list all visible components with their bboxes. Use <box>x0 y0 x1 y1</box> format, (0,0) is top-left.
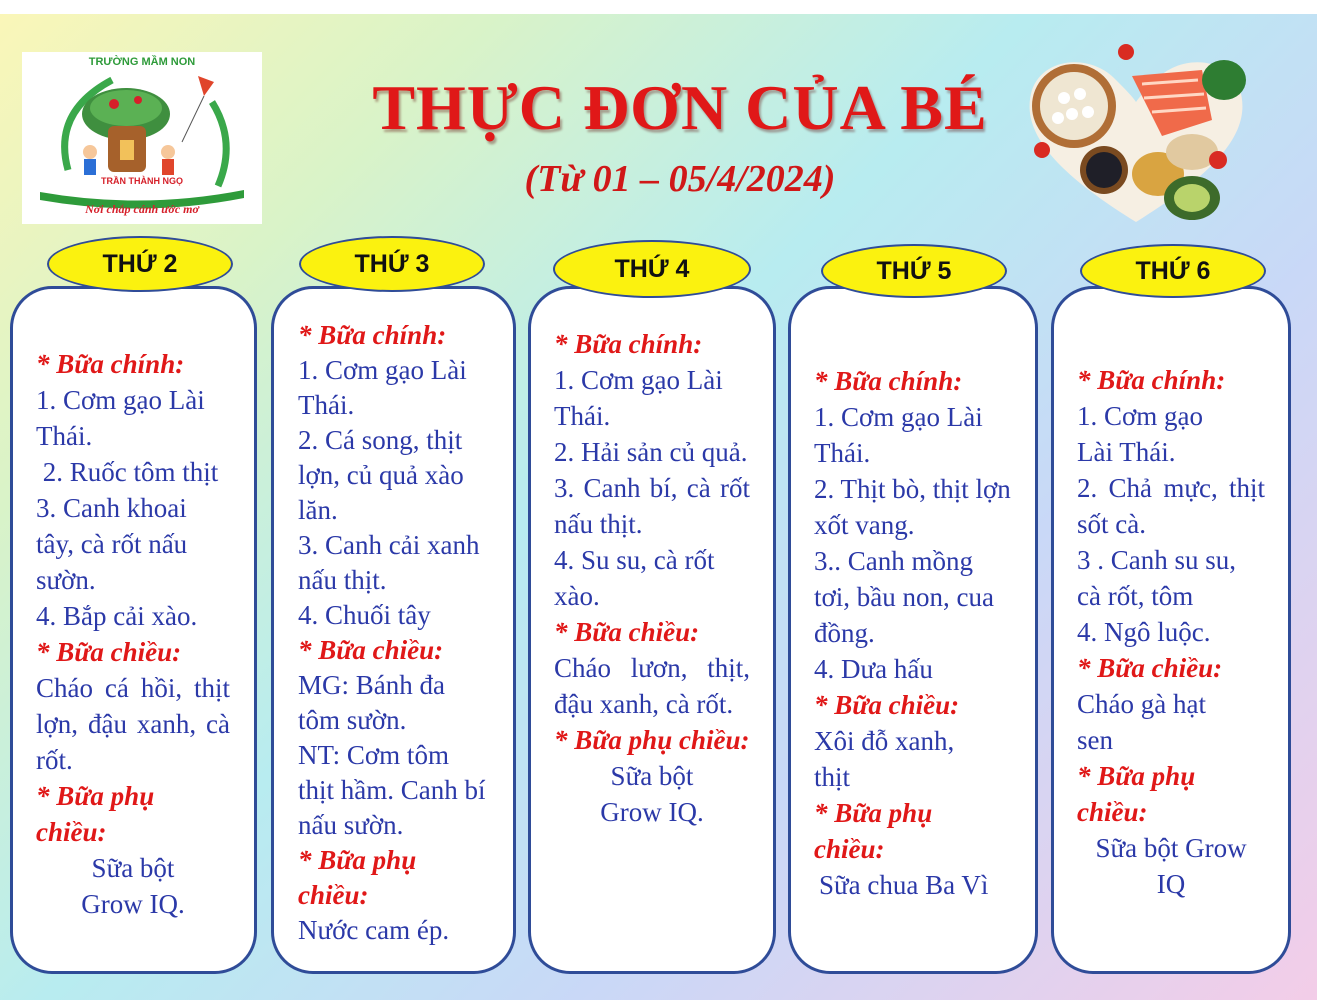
main-meal-item: 4. Bắp cải xào. <box>36 601 198 631</box>
day-label-friday: THỨ 6 <box>1080 244 1266 298</box>
food-illustration <box>1012 40 1260 228</box>
top-band <box>0 0 1317 14</box>
afternoon-meal-item: NT: Cơm tôm thịt hầm. Canh bí nấu sườn. <box>298 740 486 840</box>
snack-text: Sữa bột Grow IQ. <box>81 853 185 919</box>
main-meal-item: 1. Cơm gạo Lài Thái. <box>1077 401 1204 467</box>
day-label-monday: THỨ 2 <box>47 236 233 292</box>
main-meal-item: 2. Cá song, thịt lợn, củ quả xào lăn. <box>298 425 464 525</box>
main-meal-heading: * Bữa chính: <box>1077 365 1226 395</box>
snack-text: Nước cam ép. <box>298 915 450 945</box>
snack-heading: * Bữa phụ chiều: <box>554 725 750 755</box>
main-meal-item: 3. Canh cải xanh nấu thịt. <box>298 530 480 595</box>
logo-slogan: Nơi chắp cánh ước mơ <box>85 202 199 216</box>
main-meal-item: 3 . Canh su su, cà rốt, tôm <box>1077 545 1237 611</box>
main-meal-item: 2. Chả mực, thịt sốt cà. <box>1077 473 1265 539</box>
snack-text: Sữa bột Grow IQ. <box>600 761 704 827</box>
main-meal-item: 2. Hải sản củ quả. <box>554 437 748 467</box>
snack-heading: * Bữa phụ chiều: <box>36 781 155 847</box>
day-label-thursday: THỨ 5 <box>821 244 1007 298</box>
main-meal-item: 4. Dưa hấu <box>814 654 933 684</box>
main-meal-item: 4. Chuối tây <box>298 600 431 630</box>
main-meal-item: 2. Ruốc tôm thịt <box>36 457 219 487</box>
main-meal-item: 4. Ngô luộc. <box>1077 617 1211 647</box>
afternoon-meal-text: Cháo gà hạt sen <box>1077 689 1206 755</box>
logo-school-name-2: TRẦN THÀNH NGỌ <box>101 176 183 186</box>
main-meal-heading: * Bữa chính: <box>298 320 447 350</box>
day-label-wednesday: THỨ 4 <box>553 240 751 298</box>
afternoon-meal-text: Xôi đỗ xanh, thịt <box>814 726 955 792</box>
snack-heading: * Bữa phụ chiều: <box>1077 761 1196 827</box>
menu-content-tuesday <box>298 318 490 948</box>
afternoon-meal-item: MG: Bánh đa tôm sườn. <box>298 670 445 735</box>
afternoon-meal-text: Cháo cá hồi, thịt lợn, đậu xanh, cà rốt. <box>36 673 230 775</box>
main-meal-item: 3. Canh bí, cà rốt nấu thịt. <box>554 473 750 539</box>
snack-text: Sữa bột Grow IQ <box>1095 833 1247 899</box>
page-title: THỰC ĐƠN CỦA BÉ <box>372 72 988 143</box>
afternoon-meal-heading: * Bữa chiều: <box>554 617 700 647</box>
school-logo-graphic <box>22 52 262 224</box>
menu-content-monday <box>36 346 230 922</box>
main-meal-item: 1. Cơm gạo Lài Thái. <box>554 365 723 431</box>
logo-school-name: TRƯỜNG MẦM NON <box>88 56 196 68</box>
menu-content-thursday <box>814 363 1014 903</box>
main-meal-item: 3.. Canh mồng tơi, bầu non, cua đồng. <box>814 546 994 648</box>
afternoon-meal-heading: * Bữa chiều: <box>298 635 444 665</box>
menu-content-friday <box>1077 362 1265 902</box>
afternoon-meal-heading: * Bữa chiều: <box>1077 653 1223 683</box>
school-logo <box>22 52 262 224</box>
afternoon-meal-text: Cháo lươn, thịt, đậu xanh, cà rốt. <box>554 653 750 719</box>
snack-heading: * Bữa phụ chiều: <box>298 845 417 910</box>
afternoon-meal-heading: * Bữa chiều: <box>36 637 182 667</box>
main-meal-heading: * Bữa chính: <box>814 366 963 396</box>
menu-content-wednesday <box>554 326 750 830</box>
main-meal-item: 1. Cơm gạo Lài Thái. <box>298 355 467 420</box>
main-meal-item: 2. Thịt bò, thịt lợn xốt vang. <box>814 474 1011 540</box>
main-meal-item: 3. Canh khoai tây, cà rốt nấu sườn. <box>36 493 188 595</box>
main-meal-heading: * Bữa chính: <box>554 329 703 359</box>
snack-heading: * Bữa phụ chiều: <box>814 798 933 864</box>
snack-text: Sữa chua Ba Vì <box>819 870 989 900</box>
main-meal-item: 1. Cơm gạo Lài Thái. <box>814 402 983 468</box>
afternoon-meal-heading: * Bữa chiều: <box>814 690 960 720</box>
main-meal-heading: * Bữa chính: <box>36 349 185 379</box>
day-label-tuesday: THỨ 3 <box>299 236 485 292</box>
page-subtitle: (Từ 01 – 05/4/2024) <box>524 158 836 200</box>
main-meal-item: 4. Su su, cà rốt xào. <box>554 545 715 611</box>
main-meal-item: 1. Cơm gạo Lài Thái. <box>36 385 205 451</box>
